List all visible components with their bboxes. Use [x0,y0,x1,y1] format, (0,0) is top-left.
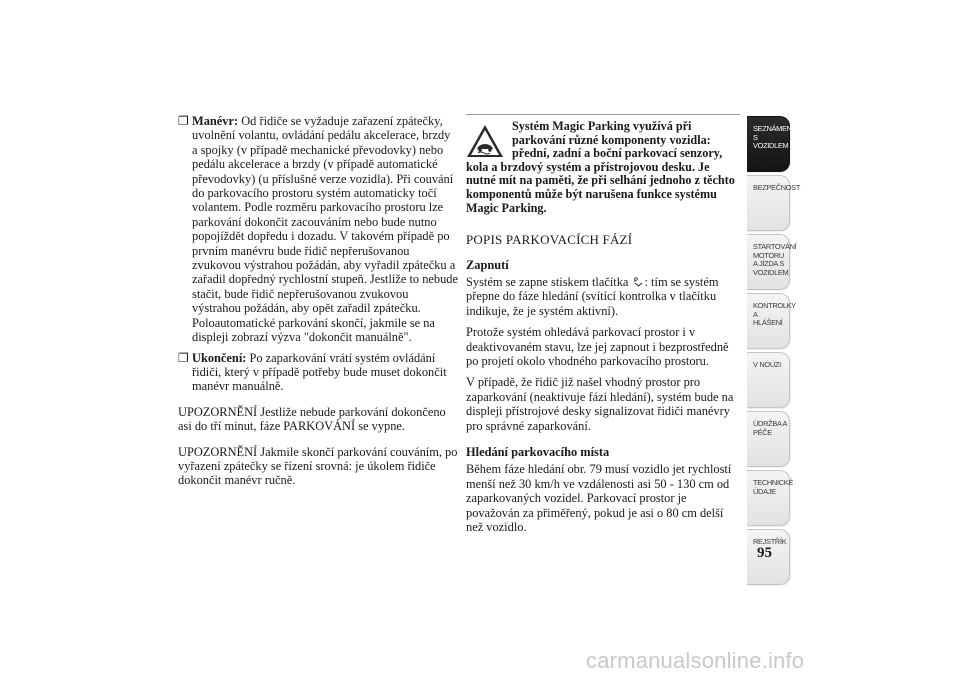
left-column [178,114,458,488]
parking-button-icon [634,276,643,287]
tab-v-nouzi[interactable] [747,352,790,408]
tab-startovani[interactable] [747,234,797,290]
tab-label: ÚDRŽBA A PÉČE [753,419,787,437]
tab-label: BEZPEČNOST [753,183,801,192]
paragraph-scan: Protože systém ohledává parkovací prostor i v deaktivovaném stavu, lze jej zapnout i bezprostředně po projetí okolo vhodného parkovacího prostoru. [466,325,729,368]
subheading-activation: Zapnutí [466,257,509,272]
divider [466,114,740,115]
warning-text: Systém Magic Parking využívá při parkování různé komponenty vozidla: přední, zadní a boční parkovací senzory, kola a brzdový systém a přístrojovou desku. Je nutné mít na paměti, že při selhání jednoho z těchto komponentů může být narušena funkce systému Magic Parking. [466,119,735,215]
tab-label: TECHNICKÉ ÚDAJE [753,478,794,496]
tab-label: SEZNÁMENÍ S VOZIDLEM [753,124,794,151]
tab-bezpecnost[interactable] [747,175,801,231]
right-column [466,114,740,541]
paragraph-activation [466,275,740,318]
svg-text:P: P [633,277,638,284]
paragraph-text: Systém se zapne stiskem tlačítka [466,274,632,289]
bullet-text: Po zaparkování vrátí systém ovládání řidiči, který v případě potřeby bude muset dokončit manévr manuálně. [192,350,447,394]
tab-seznameni-s-vozidlem[interactable] [747,116,794,172]
tab-kontrolky[interactable] [747,293,796,349]
car-skid-warning-icon [466,124,504,158]
bullet-term: Ukončení: [192,350,247,365]
tab-label: KONTROLKY A HLÁŠENÍ [753,301,796,328]
subheading-search: Hledání parkovacího místa [466,445,610,460]
bullet-completion [178,351,458,394]
tab-udrzba[interactable] [747,411,790,467]
bullet-maneuver [178,114,458,345]
watermark: carmanualsonline.info [586,648,805,673]
tab-technicke-udaje[interactable] [747,470,794,526]
tab-label: V NOUZI [753,360,781,369]
tab-label: STARTOVÁNÍ MOTORU A JÍZDA S VOZIDLEM [753,242,797,277]
warning-box [466,120,740,215]
paragraph-found-space: V případě, že řidič již našel vhodný prostor pro zaparkování (neaktivuje fázi hledání), systém bude na displeji přístrojové desky signalizovat řidiči manévry pro správné zaparkování. [466,375,734,433]
note-reverse-end: UPOZORNĚNÍ Jakmile skončí parkování couváním, po vyřazení zpátečky se řízení srovná: je úkolem řidiče dokončit manévr ručně. [178,444,458,488]
bullet-text: Od řidiče se vyžaduje zařazení zpátečky, uvolnění volantu, ovládání pedálu akcelerace, brzdy a spojky (v případě mechanické převodovky) nebo pedálu akcelerace a brzdy (v případě automatické převodovky) (u příslušné verze vozidla). Při couvání do parkovacího prostoru systém automaticky točí volantem. Podle rozměru parkovacího prostoru lze parkování dokončit zacouváním nebo bude nutno popojíždět dopředu i dozadu. V takovém případě po prvním manévru bude řidič nepřerušovanou zvukovou výstrahou požádán, aby vyřadil zpátečku a zařadil dopředný rychlostní stupeň. Jestliže to nebude stačit, bude řidič nepřerušovanou zvukovou výstrahou požádán, aby opět zařadil zpátečku. Poloautomatické parkování skončí, jakmile se na displeji zobrazí výzva "dokončit manuálně". [192,114,458,345]
checkbox-bullet-icon: ❐ [178,114,189,128]
section-title: POPIS PARKOVACÍCH FÁZÍ [466,232,633,248]
chapter-tabs [747,116,801,588]
tab-label: REJSTŘÍK [753,537,787,546]
note-timeout: UPOZORNĚNÍ Jestliže nebude parkování dokončeno asi do tří minut, fáze PARKOVÁNÍ se vypne. [178,404,446,434]
page-number: 95 [757,545,772,561]
paragraph-search: Během fáze hledání obr. 79 musí vozidlo jet rychlostí menší než 30 km/h ve vzdálenosti asi 50 - 130 cm od zaparkovaných vozidel. Parkovací prostor je považován za přiměřený, pokud je asi o 80 cm delší než vozidlo. [466,462,732,535]
bullet-term: Manévr: [192,114,239,128]
checkbox-bullet-icon: ❐ [178,350,189,365]
paragraph-text: : tím se systém přepne do fáze hledání (svítící kontrolka v tlačítku indikuje, že je systém aktivní). [466,274,719,318]
